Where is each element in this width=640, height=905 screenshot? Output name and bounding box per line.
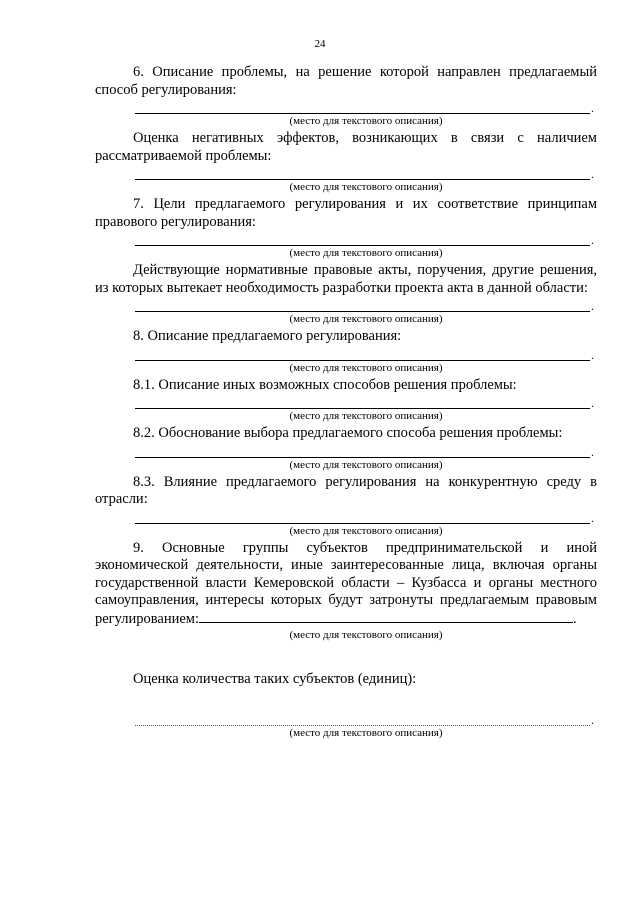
section-8-description: 8. Описание предлагаемого регулирования: [133, 328, 402, 344]
line-end-period: . [591, 347, 594, 362]
field-caption: (место для текстового описания) [289, 726, 443, 739]
page-number: 24 [314, 38, 326, 50]
field-caption: (место для текстового описания) [289, 361, 443, 374]
section-7-legal-acts: Действующие нормативные правовые акты, поручения, другие решения, из которых вытекает необходимость разработки проекта акта в данной области: [95, 262, 597, 296]
blank-underline [135, 233, 590, 246]
inline-blank-underline[interactable] [199, 610, 573, 623]
field-caption: (место для текстового описания) [289, 313, 443, 325]
blank-underline [135, 101, 590, 114]
section-6-negative-effects: Оценка негативных эффектов, возникающих в связи с наличием рассматриваемой проблемы: [95, 130, 597, 164]
field-caption: (место для текстового описания) [289, 181, 443, 193]
fill-line[interactable] [95, 298, 597, 312]
blank-underline [135, 511, 590, 524]
fill-line[interactable] [95, 444, 597, 458]
section-7-goals: 7. Цели предлагаемого регулирования и их соответствие принципам правового регулирования: [95, 196, 597, 230]
fill-line[interactable] [95, 712, 597, 726]
fill-line[interactable] [95, 395, 597, 409]
field-caption: (место для текстового описания) [289, 410, 443, 422]
blank-underline [135, 167, 590, 180]
section-6-problem: 6. Описание проблемы, на решение которой направлен предлагаемый способ регулирования: [95, 64, 597, 98]
line-end-period: . [573, 610, 577, 627]
line-end-period: . [591, 101, 594, 115]
blank-underline [135, 299, 590, 312]
section-8-1-alternatives: 8.1. Описание иных возможных способов решения проблемы: [133, 376, 517, 393]
line-end-period: . [591, 396, 594, 410]
field-caption: (место для текстового описания) [289, 629, 443, 641]
section-8-2-justification: 8.2. Обоснование выбора предлагаемого способа решения проблемы: [133, 425, 563, 441]
line-end-period: . [591, 510, 594, 525]
section-9-subject-count: Оценка количества таких субъектов (единиц): [133, 671, 417, 687]
fill-line[interactable] [95, 232, 597, 246]
line-end-period: . [591, 299, 594, 313]
field-caption: (место для текстового описания) [289, 524, 443, 537]
line-end-period: . [591, 233, 594, 247]
line-end-period: . [591, 167, 594, 181]
section-9-text: 9. Основные группы субъектов предпринимательской и иной экономической деятельности, иные заинтересованные лица, включая органы государственной власти Кемеровской области – Кузбасса и органы местного самоуправления, интересы которых будут затронуты предлагаемым правовым регулированием: [95, 539, 597, 627]
section-8-3-competition: 8.3. Влияние предлагаемого регулирования на конкурентную среду в отрасли: [95, 473, 597, 507]
line-end-period: . [591, 444, 594, 459]
fill-line[interactable] [95, 100, 597, 114]
blank-underline [135, 348, 590, 361]
fill-line[interactable] [95, 347, 597, 361]
form-content [95, 64, 597, 739]
section-9-stakeholders [95, 540, 597, 629]
field-caption: (место для текстового описания) [289, 458, 443, 471]
fill-line[interactable] [95, 166, 597, 180]
line-end-period: . [591, 712, 594, 727]
blank-underline [135, 713, 590, 726]
field-caption: (место для текстового описания) [289, 115, 443, 127]
blank-underline [135, 445, 590, 458]
fill-line[interactable] [95, 510, 597, 524]
blank-underline [135, 396, 590, 409]
field-caption: (место для текстового описания) [289, 247, 443, 259]
